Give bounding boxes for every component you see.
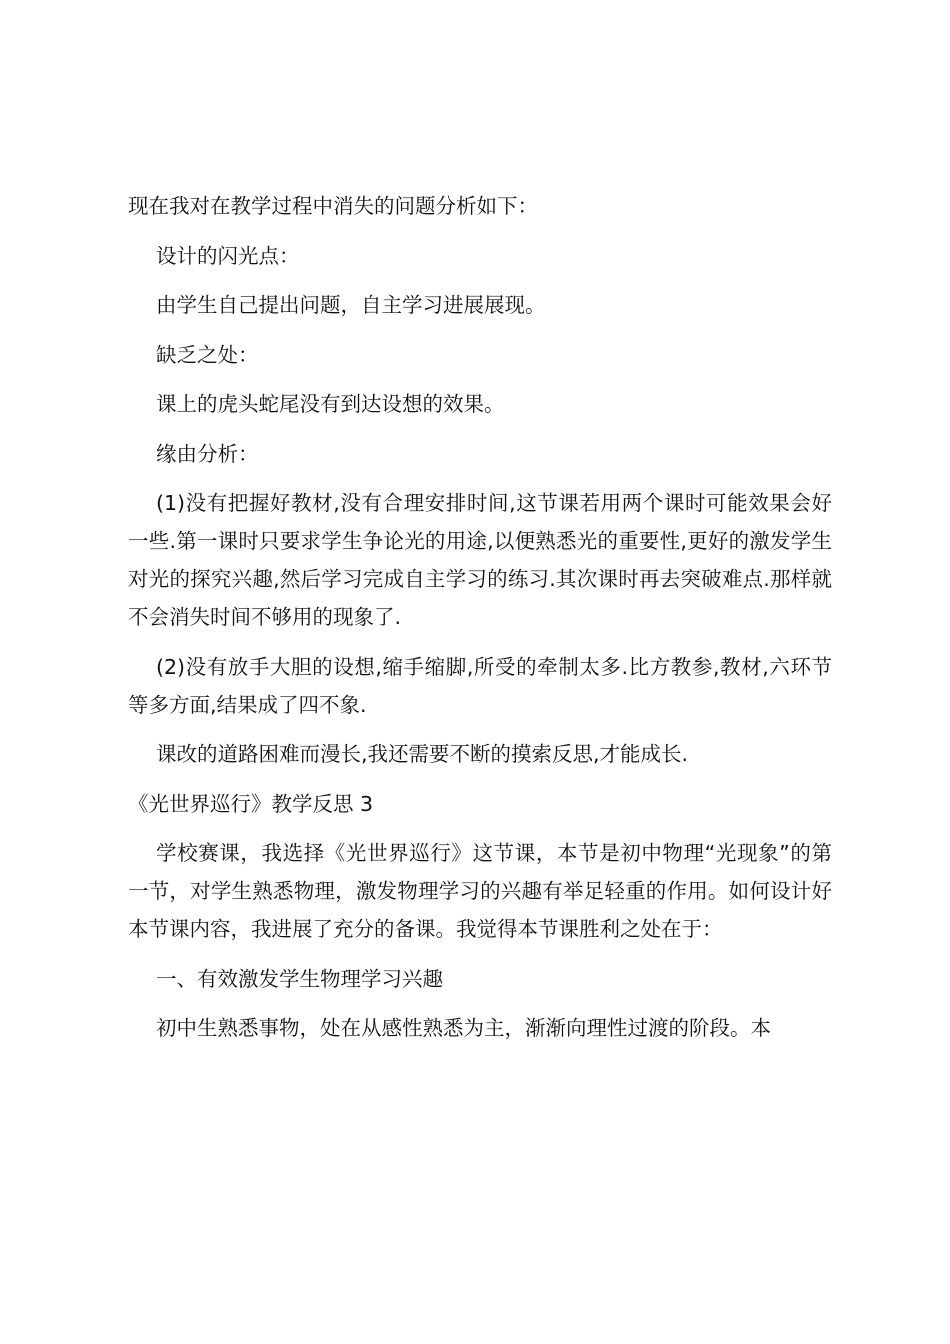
paragraph-conclusion: 课改的道路困难而漫长,我还需要不断的摸索反思,才能成长.: [156, 742, 689, 766]
paragraph-shortcoming-text: 课上的虎头蛇尾没有到达设想的效果。: [156, 392, 505, 416]
paragraph-reason-2: (2)没有放手大胆的设想,缩手缩脚,所受的牵制太多.比方教参,教材,六环节等多方面,结果成了四不象.: [128, 654, 832, 717]
paragraph-subheading-1-text: 初中生熟悉事物，处在从感性熟悉为主，渐渐向理性过渡的阶段。本: [156, 1016, 771, 1040]
section-title: 《光世界巡行》教学反思 3: [128, 791, 374, 816]
document-body: [128, 187, 832, 1059]
paragraph-intro: 现在我对在教学过程中消失的问题分析如下：: [128, 194, 538, 218]
paragraph-section-intro: 学校赛课，我选择《光世界巡行》这节课，本节是初中物理“光现象”的第一节，对学生熟悉物理，激发物理学习的兴趣有举足轻重的作用。如何设计好本节课内容，我进展了充分的备课。我觉得本节课胜利之处在于：: [128, 841, 832, 941]
paragraph-subheading-1: 一、有效激发学生物理学习兴趣: [156, 966, 443, 991]
paragraph-reason-1: (1)没有把握好教材,没有合理安排时间,这节课若用两个课时可能效果会好一些.第一课时只要求学生争论光的用途,以便熟悉光的重要性,更好的激发学生对光的探究兴趣,然后学习完成自主学习的练习.其次课时再去突破难点.那样就不会消失时间不够用的现象了.: [128, 491, 832, 629]
paragraph-reason-heading: 缘由分析：: [156, 441, 259, 466]
paragraph-highlight-text: 由学生自己提出问题，自主学习进展展现。: [156, 293, 546, 317]
paragraph-highlight-heading: 设计的闪光点：: [156, 243, 300, 268]
paragraph-shortcoming-heading: 缺乏之处：: [156, 342, 259, 367]
